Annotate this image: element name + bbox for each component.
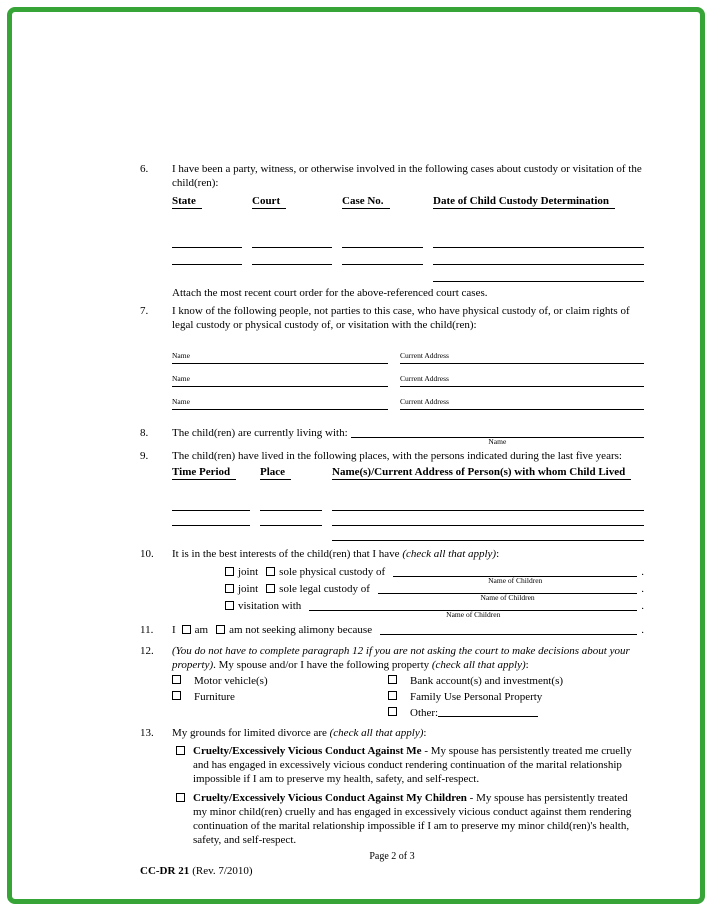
residences-row-2 <box>172 513 644 526</box>
name-caption: Name <box>172 397 190 406</box>
col-header-case-no: Case No. <box>342 194 390 209</box>
ground-description: - My spouse has persistently treated me cruelly and has engaged in excessively vicious conduct rendering continuation of the marital relationship impossible if I am to preserve my health, safety, and self-respect. <box>193 745 632 785</box>
time-period-blank[interactable] <box>172 498 250 511</box>
custodians-list <box>172 351 644 410</box>
sole-legal-custody-checkbox[interactable] <box>266 584 275 593</box>
period: . <box>641 600 644 612</box>
other-property-blank[interactable] <box>438 706 538 717</box>
item-8-number: 8. <box>140 427 149 439</box>
alimony-am-checkbox[interactable] <box>182 625 191 634</box>
item-10 <box>140 547 644 619</box>
name-caption: Name <box>488 437 507 446</box>
item-6-text: I have been a party, witness, or otherwise involved in the following cases about custody or visitation of the child(ren): <box>172 163 642 189</box>
court-blank[interactable] <box>252 235 332 248</box>
item-12-body <box>172 644 644 722</box>
item-10-text <box>172 547 644 561</box>
item-9-body <box>172 449 644 541</box>
property-options-right <box>388 674 644 722</box>
item-13-text <box>172 726 644 740</box>
custodian-address-field <box>400 351 644 364</box>
state-blank[interactable] <box>172 252 242 265</box>
address-blank-line[interactable] <box>400 383 644 387</box>
item-8-text: The child(ren) are currently living with: <box>172 427 348 439</box>
item-8-body <box>172 426 644 446</box>
custody-cases-row-1 <box>172 235 644 248</box>
empty-cell <box>252 269 342 282</box>
item-8 <box>140 426 644 446</box>
current-address-caption: Current Address <box>400 351 449 360</box>
living-with-blank[interactable] <box>351 426 644 446</box>
cruelty-against-me-checkbox[interactable] <box>176 746 185 755</box>
custodian-row <box>172 351 644 364</box>
current-address-caption: Current Address <box>400 374 449 383</box>
place-blank[interactable] <box>260 498 322 511</box>
form-code: CC-DR 21 <box>140 865 190 877</box>
case-no-blank[interactable] <box>342 235 423 248</box>
col-header-court: Court <box>252 194 286 209</box>
item-13-text-italic: (check all that apply) <box>329 727 424 739</box>
alimony-am-not-label: am not seeking alimony because <box>229 624 373 636</box>
item-12-italic-note: (You do not have to complete paragraph 12 if you are not asking the court to make decisions about your property) <box>172 645 630 671</box>
visitation-children-blank[interactable] <box>309 599 637 619</box>
joint-legal-custody-checkbox[interactable] <box>225 584 234 593</box>
item-9 <box>140 449 644 541</box>
custodian-address-field <box>400 397 644 410</box>
ground-title: Cruelty/Excessively Vicious Conduct Against Me <box>193 745 422 757</box>
current-address-caption: Current Address <box>400 397 449 406</box>
empty-cell <box>342 269 433 282</box>
property-options <box>172 674 644 722</box>
custodian-row <box>172 374 644 387</box>
item-12-text <box>172 644 644 672</box>
item-13-body <box>172 726 644 847</box>
persons-blank[interactable] <box>332 513 644 526</box>
ground-cruelty-against-children <box>176 791 644 847</box>
bank-accounts-checkbox[interactable] <box>388 675 397 684</box>
cruelty-against-children-checkbox[interactable] <box>176 793 185 802</box>
property-option <box>172 690 388 703</box>
physical-custody-row <box>225 565 644 585</box>
residences-row-1 <box>172 498 644 511</box>
custodian-name-field <box>172 351 388 364</box>
item-10-text-italic: (check all that apply) <box>402 548 497 560</box>
name-of-children-caption: Name of Children <box>446 610 501 619</box>
page-number: Page 2 of 3 <box>369 851 415 862</box>
item-9-text: The child(ren) have lived in the following places, with the persons indicated during the last five years: <box>172 450 622 462</box>
residences-row-3 <box>172 528 644 541</box>
furniture-checkbox[interactable] <box>172 691 181 700</box>
item-10-number: 10. <box>140 548 154 560</box>
item-11-body <box>172 623 644 636</box>
family-use-property-checkbox[interactable] <box>388 691 397 700</box>
joint-physical-custody-checkbox[interactable] <box>225 567 234 576</box>
date-determination-blank[interactable] <box>433 235 644 248</box>
name-caption: Name <box>172 351 190 360</box>
persons-blank[interactable] <box>332 498 644 511</box>
item-6 <box>140 162 644 300</box>
property-option <box>388 674 644 687</box>
custody-cases-row-3 <box>172 269 644 282</box>
item-13-text-pre: My grounds for limited divorce are <box>172 727 330 739</box>
other-property-checkbox[interactable] <box>388 707 397 716</box>
item-9-number: 9. <box>140 450 149 462</box>
address-blank-line[interactable] <box>400 360 644 364</box>
item-6-body <box>172 162 644 300</box>
item-11 <box>140 623 644 637</box>
ground-description: - My spouse has persistently treated my minor child(ren) cruelly and has engaged in excessively vicious conduct against them rendering continuation of the marital relationship impossible if I am to preserve my minor child(ren)'s health, safety, and self-respect. <box>193 792 632 846</box>
empty-cell <box>172 528 260 541</box>
sole-physical-custody-label: sole physical custody of <box>279 566 386 578</box>
custodian-name-field <box>172 374 388 387</box>
item-13 <box>140 726 644 847</box>
state-blank[interactable] <box>172 235 242 248</box>
living-with-row <box>172 426 644 446</box>
name-caption: Name <box>172 374 190 383</box>
property-option <box>388 690 644 703</box>
ground-cruelty-against-me-text <box>193 744 644 786</box>
period: . <box>641 624 644 636</box>
sole-legal-custody-label: sole legal custody of <box>279 583 370 595</box>
ground-cruelty-against-children-text <box>193 791 644 847</box>
name-blank-line[interactable] <box>172 406 388 410</box>
item-10-text-post: : <box>496 548 500 560</box>
attach-note: Attach the most recent court order for the above-referenced court cases. <box>172 287 488 299</box>
furniture-label: Furniture <box>194 691 235 703</box>
custodian-row <box>172 397 644 410</box>
ground-cruelty-against-me <box>176 744 644 786</box>
item-13-number: 13. <box>140 727 154 739</box>
visitation-label: visitation with <box>238 600 302 612</box>
form-page <box>12 12 700 899</box>
address-blank-line[interactable] <box>400 406 644 410</box>
persons-blank[interactable] <box>332 528 644 541</box>
col-header-date-determination: Date of Child Custody Determination <box>433 194 615 209</box>
col-header-place: Place <box>260 465 291 480</box>
place-blank[interactable] <box>260 513 322 526</box>
item-12 <box>140 644 644 722</box>
property-option <box>172 674 388 687</box>
property-option <box>388 706 644 719</box>
sole-physical-custody-checkbox[interactable] <box>266 567 275 576</box>
period: . <box>641 583 644 595</box>
case-no-blank[interactable] <box>342 252 423 265</box>
item-12-text-italic: (check all that apply) <box>431 659 526 671</box>
item-11-number: 11. <box>140 624 154 636</box>
family-use-property-label: Family Use Personal Property <box>410 691 543 703</box>
alimony-i-label: I <box>172 624 176 636</box>
motor-vehicles-checkbox[interactable] <box>172 675 181 684</box>
alimony-am-label: am <box>194 624 209 636</box>
empty-cell <box>172 269 252 282</box>
item-7 <box>140 304 644 420</box>
alimony-am-not-checkbox[interactable] <box>216 625 225 634</box>
item-10-body <box>172 547 644 619</box>
name-blank-line[interactable] <box>172 383 388 387</box>
custody-cases-row-2 <box>172 252 644 265</box>
date-determination-blank[interactable] <box>433 269 644 282</box>
physical-custody-children-blank[interactable] <box>393 565 637 585</box>
item-12-text-mid: . My spouse and/or I have the following property <box>213 659 432 671</box>
legal-custody-children-blank[interactable] <box>378 582 637 602</box>
custodian-address-field <box>400 374 644 387</box>
motor-vehicles-label: Motor vehicle(s) <box>194 675 268 687</box>
joint-label: joint <box>238 583 259 595</box>
visitation-row <box>225 599 644 619</box>
custodian-name-field <box>172 397 388 410</box>
item-12-number: 12. <box>140 645 154 657</box>
col-header-state: State <box>172 194 202 209</box>
item-7-text: I know of the following people, not parties to this case, who have physical custody of, or claim rights of legal custody or physical custody of, or visitation with the child(ren): <box>172 305 630 331</box>
item-7-body <box>172 304 644 420</box>
form-code-line <box>140 864 644 878</box>
court-blank[interactable] <box>252 252 332 265</box>
alimony-row <box>172 623 644 636</box>
name-of-children-caption: Name of Children <box>488 576 543 585</box>
item-10-text-pre: It is in the best interests of the child(ren) that I have <box>172 548 403 560</box>
joint-label: joint <box>238 566 259 578</box>
bank-accounts-label: Bank account(s) and investment(s) <box>410 675 564 687</box>
item-13-text-post: : <box>423 727 427 739</box>
custody-cases-table-header <box>172 194 644 209</box>
item-6-number: 6. <box>140 163 149 175</box>
alimony-reason-blank[interactable] <box>380 623 637 635</box>
item-12-text-post: : <box>525 659 529 671</box>
col-header-persons: Name(s)/Current Address of Person(s) with whom Child Lived <box>332 465 631 480</box>
ground-title: Cruelty/Excessively Vicious Conduct Against My Children <box>193 792 467 804</box>
col-header-time-period: Time Period <box>172 465 236 480</box>
property-options-left <box>172 674 388 722</box>
name-of-children-caption: Name of Children <box>480 593 535 602</box>
item-7-number: 7. <box>140 305 149 317</box>
visitation-checkbox[interactable] <box>225 601 234 610</box>
legal-custody-row <box>225 582 644 602</box>
residences-table-header <box>172 465 644 480</box>
period: . <box>641 566 644 578</box>
name-blank-line[interactable] <box>172 360 388 364</box>
other-property-label: Other: <box>410 707 439 719</box>
date-determination-blank[interactable] <box>433 252 644 265</box>
form-revision: (Rev. 7/2010) <box>192 865 253 877</box>
time-period-blank[interactable] <box>172 513 250 526</box>
empty-cell <box>260 528 332 541</box>
